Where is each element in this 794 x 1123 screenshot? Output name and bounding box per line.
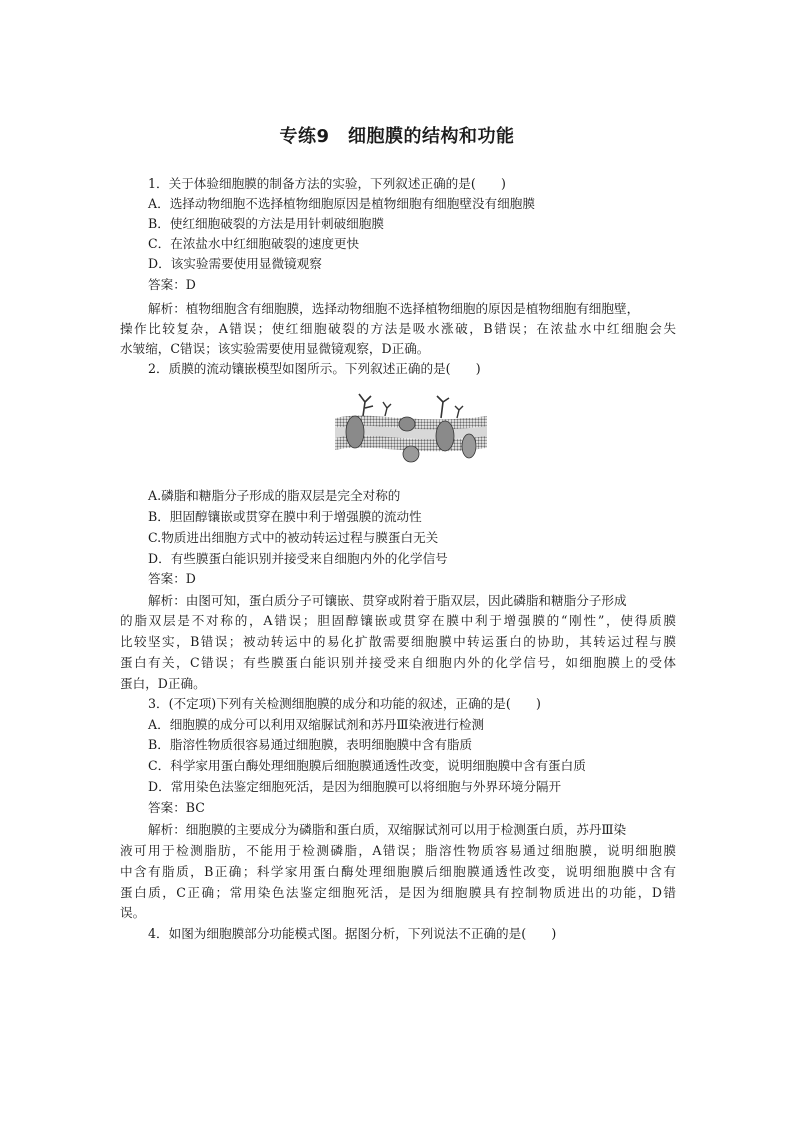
question-2-answer: 答案：D bbox=[148, 571, 196, 586]
question-3-option-b: B．脂溶性物质很容易通过细胞膜，表明细胞膜中含有脂质 bbox=[148, 737, 473, 752]
peripheral-protein bbox=[399, 417, 415, 431]
question-1-option-c: C．在浓盐水中红细胞破裂的速度更快 bbox=[148, 236, 360, 251]
question-3-option-c: C．科学家用蛋白酶处理细胞膜后细胞膜通透性改变，说明细胞膜中含有蛋白质 bbox=[148, 758, 586, 773]
fluid-mosaic-membrane-figure bbox=[333, 388, 489, 474]
glycolipid-chain bbox=[455, 406, 463, 418]
question-3-explanation-line: 中含有脂质，B正确；科学家用蛋白酶处理细胞膜后细胞膜通透性改变，说明细胞膜中含有 bbox=[120, 864, 676, 879]
transmembrane-protein bbox=[436, 421, 454, 451]
question-4-stem: 4．如图为细胞膜部分功能模式图。据图分析，下列说法不正确的是( ) bbox=[148, 926, 557, 941]
question-2-explanation-line: 比较坚实，B错误；被动转运中的易化扩散需要细胞膜中转运蛋白的协助，其转运过程与膜 bbox=[120, 634, 676, 649]
question-3-option-a: A．细胞膜的成分可以利用双缩脲试剂和苏丹Ⅲ染液进行检测 bbox=[148, 717, 485, 732]
question-1-option-a: A．选择动物细胞不选择植物细胞原因是植物细胞有细胞壁没有细胞膜 bbox=[148, 196, 535, 211]
question-3-answer: 答案：BC bbox=[148, 800, 205, 815]
question-2-option-a: A.磷脂和糖脂分子形成的脂双层是完全对称的 bbox=[148, 488, 401, 503]
question-1-stem: 1．关于体验细胞膜的制备方法的实验，下列叙述正确的是( ) bbox=[148, 176, 506, 191]
peripheral-protein bbox=[403, 446, 419, 462]
glycoprotein-chain bbox=[359, 394, 373, 416]
question-2-explanation-line: 解析：由图可知，蛋白质分子可镶嵌、贯穿或附着于脂双层，因此磷脂和糖脂分子形成 bbox=[148, 593, 627, 608]
question-1-option-b: B．使红细胞破裂的方法是用针刺破细胞膜 bbox=[148, 216, 384, 231]
question-3-explanation-line: 液可用于检测脂肪，不能用于检测磷脂，A错误；脂溶性物质容易通过细胞膜，说明细胞膜 bbox=[120, 843, 676, 858]
question-2-explanation-line: 蛋白，D正确。 bbox=[120, 676, 206, 691]
page-title: 专练9 细胞膜的结构和功能 bbox=[279, 126, 515, 147]
glycolipid-chain bbox=[383, 402, 391, 416]
question-1-answer: 答案：D bbox=[148, 277, 196, 292]
glycoprotein-chain bbox=[437, 396, 449, 418]
question-2-stem: 2．质膜的流动镶嵌模型如图所示。下列叙述正确的是( ) bbox=[148, 361, 481, 376]
question-2-explanation-line: 蛋白有关，C错误；有些膜蛋白能识别并接受来自细胞内外的化学信号，如细胞膜上的受体 bbox=[120, 655, 676, 670]
question-2-option-b: B．胆固醇镶嵌或贯穿在膜中利于增强膜的流动性 bbox=[148, 509, 422, 524]
question-2-option-d: D．有些膜蛋白能识别并接受来自细胞内外的化学信号 bbox=[148, 551, 448, 566]
question-1-explanation-line: 水皱缩，C错误；该实验需要使用显微镜观察，D正确。 bbox=[120, 341, 430, 356]
question-2-explanation-line: 的脂双层是不对称的，A错误；胆固醇镶嵌或贯穿在膜中利于增强膜的“刚性”，使得质膜 bbox=[120, 613, 676, 628]
question-3-explanation-line: 解析：细胞膜的主要成分为磷脂和蛋白质，双缩脲试剂可以用于检测蛋白质，苏丹Ⅲ染 bbox=[148, 822, 627, 837]
question-1-explanation-line: 解析：植物细胞含有细胞膜，选择动物细胞不选择植物细胞的原因是植物细胞有细胞壁， bbox=[148, 301, 640, 316]
transmembrane-protein bbox=[462, 434, 476, 458]
question-3-option-d: D．常用染色法鉴定细胞死活，是因为细胞膜可以将细胞与外界环境分隔开 bbox=[148, 779, 562, 794]
question-3-explanation-line: 蛋白质，C正确；常用染色法鉴定细胞死活，是因为细胞膜具有控制物质进出的功能，D错 bbox=[120, 885, 676, 900]
question-3-explanation-line: 误。 bbox=[120, 905, 146, 920]
question-2-option-c: C.物质进出细胞方式中的被动转运过程与膜蛋白无关 bbox=[148, 530, 439, 545]
question-1-option-d: D．该实验需要使用显微镜观察 bbox=[148, 256, 322, 271]
transmembrane-protein bbox=[346, 416, 364, 448]
question-3-stem: 3．(不定项)下列有关检测细胞膜的成分和功能的叙述，正确的是( ) bbox=[148, 696, 541, 711]
question-1-explanation-line: 操作比较复杂，A错误；使红细胞破裂的方法是吸水涨破，B错误；在浓盐水中红细胞会失 bbox=[120, 321, 676, 336]
